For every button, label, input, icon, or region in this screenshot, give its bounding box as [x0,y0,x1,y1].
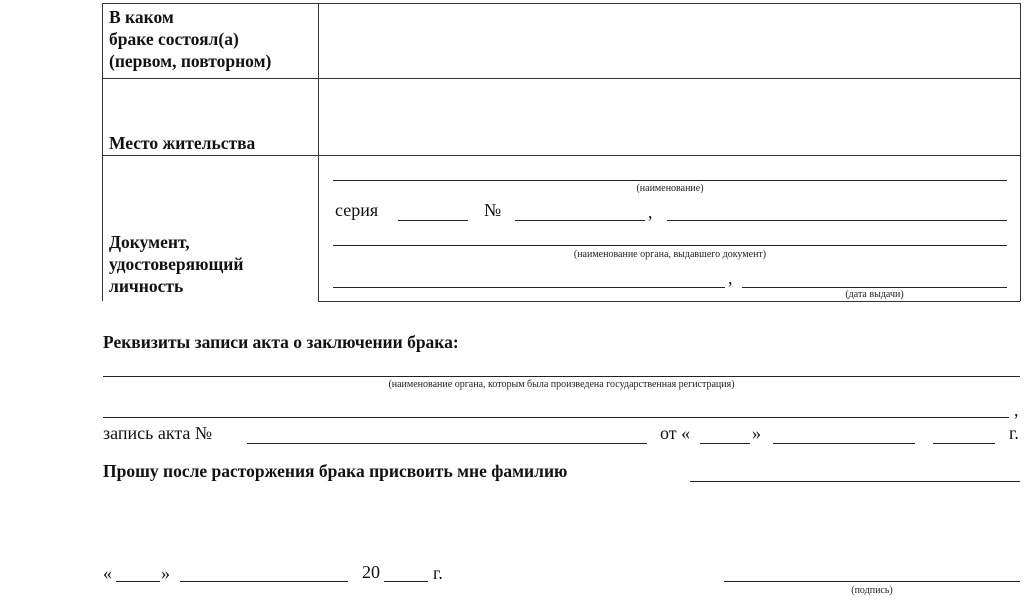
sign-month-field[interactable] [180,581,348,582]
comma: , [728,268,733,288]
year-suffix: г. [433,563,443,583]
record-year-field[interactable] [933,443,995,444]
table-row-divider [102,155,1020,156]
marriage-record-heading: Реквизиты записи акта о заключении брака: [103,332,459,352]
surname-request-text: Прошу после расторжения брака присвоить мне фамилию [103,461,568,481]
table-row-divider [102,78,1020,79]
table-border-right [1020,3,1021,301]
issue-date-field[interactable] [742,287,1007,288]
comma: , [648,202,653,222]
comma: , [1014,400,1019,420]
table-border-bottom [318,301,1020,302]
record-number-label: запись акта № [103,423,213,443]
record-date-from-label: от « [660,423,691,443]
quote-open: « [103,563,112,583]
signature-caption: (подпись) [851,585,893,596]
table-column-divider [318,3,319,301]
issuer-field-continued[interactable] [333,287,725,288]
sign-day-field[interactable] [116,581,160,582]
residence-label: Место жительства [109,133,256,153]
registrar-caption: (наименование органа, которым была произведена государственная регистрация) [388,379,735,390]
issuer-caption: (наименование органа, выдавшего документ) [573,249,767,260]
signature-field[interactable] [724,581,1020,582]
document-extra-field[interactable] [667,220,1007,221]
table-border-top [102,3,1020,4]
document-name-caption: (наименование) [636,183,704,194]
series-label: серия [335,200,379,220]
year-suffix: г. [1009,423,1019,443]
marriage-type-label: В каком браке состоял(а) (первом, повторном) [109,7,272,71]
sign-year-field[interactable] [384,581,428,582]
series-field[interactable] [398,220,468,221]
document-number-field[interactable] [515,220,645,221]
record-month-field[interactable] [773,443,915,444]
registrar-field[interactable] [103,376,1020,377]
new-surname-field[interactable] [690,481,1020,482]
issue-date-caption: (дата выдачи) [845,289,904,300]
record-day-field[interactable] [700,443,750,444]
year-prefix: 20 [362,562,380,582]
number-label: № [484,200,502,220]
quote-close: » [752,423,761,443]
table-border-left [102,3,103,301]
document-name-field[interactable] [333,180,1007,181]
identity-document-label: Документ, удостоверяющий личность [109,232,244,296]
quote-close: » [161,563,170,583]
record-number-field[interactable] [247,443,647,444]
issuer-field[interactable] [333,245,1007,246]
registrar-field-continued[interactable] [103,417,1009,418]
